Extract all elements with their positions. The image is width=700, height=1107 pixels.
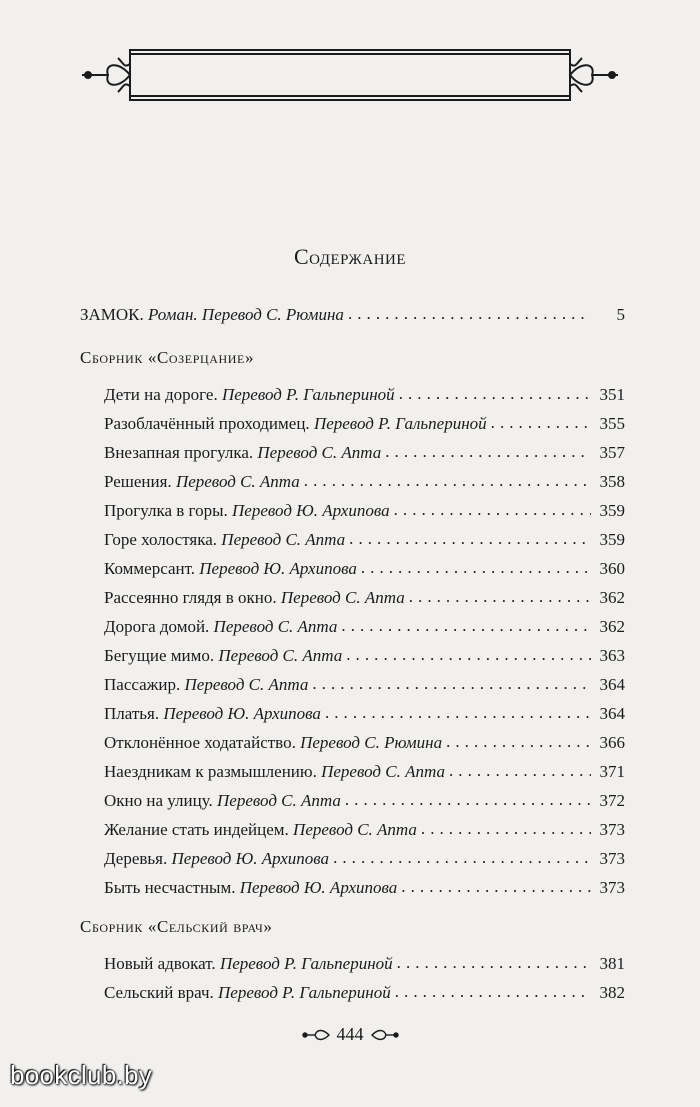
toc-entry bbox=[80, 525, 625, 554]
page-number: 359 bbox=[599, 501, 625, 520]
leader-dots bbox=[399, 379, 591, 408]
entry-translator: Перевод Р. Гальпериной bbox=[221, 385, 395, 404]
entry-translator: Перевод С. Рюмина bbox=[300, 733, 443, 752]
page-number: 359 bbox=[599, 530, 625, 549]
entry-title: Деревья. bbox=[104, 849, 172, 868]
page-number: 382 bbox=[599, 983, 625, 1002]
entry-title: Быть несчастным. bbox=[104, 878, 240, 897]
entry-translator: Перевод Ю. Архипова bbox=[239, 878, 398, 897]
entry-translator: Перевод С. Апта bbox=[217, 791, 341, 810]
entry-title: Дети на дороге. bbox=[104, 385, 222, 404]
leader-dots bbox=[341, 611, 591, 640]
page-number: 5 bbox=[616, 305, 625, 324]
entry-translator: Перевод Ю. Архипова bbox=[199, 559, 357, 578]
entry-title: Желание стать индейцем. bbox=[104, 820, 294, 839]
right-flourish-icon bbox=[370, 1027, 400, 1043]
leader-dots bbox=[349, 524, 591, 553]
leader-dots bbox=[409, 582, 591, 611]
leader-dots bbox=[346, 640, 591, 669]
entry-translator: Перевод Ю. Архипова bbox=[163, 704, 321, 723]
toc-entry bbox=[80, 815, 625, 844]
leader-dots bbox=[348, 299, 591, 328]
toc-entry bbox=[80, 438, 625, 467]
leader-dots bbox=[397, 948, 591, 977]
toc-entry bbox=[80, 949, 625, 978]
toc-entry bbox=[80, 978, 625, 1007]
page-number: 362 bbox=[599, 588, 625, 607]
leader-dots bbox=[491, 408, 591, 437]
toc-entry bbox=[80, 728, 625, 757]
leader-dots bbox=[333, 843, 591, 872]
page-number: 366 bbox=[599, 733, 625, 752]
entry-title: Коммерсант. bbox=[104, 559, 200, 578]
leader-dots bbox=[385, 437, 591, 466]
toc-entry bbox=[80, 699, 625, 728]
table-of-contents bbox=[80, 300, 625, 1007]
page-number: 351 bbox=[599, 385, 625, 404]
page-number: 372 bbox=[599, 791, 625, 810]
toc-entry bbox=[80, 496, 625, 525]
header-ornament bbox=[78, 44, 622, 106]
leader-dots bbox=[401, 872, 591, 901]
toc-entry bbox=[80, 554, 625, 583]
left-flourish-icon bbox=[301, 1027, 331, 1043]
entry-title: Платья. bbox=[104, 704, 164, 723]
toc-entry bbox=[80, 583, 625, 612]
entry-translator: Перевод С. Апта bbox=[175, 472, 300, 491]
leader-dots bbox=[361, 553, 591, 582]
entry-translator: Перевод Р. Гальпериной bbox=[218, 983, 391, 1002]
toc-entry bbox=[80, 844, 625, 873]
leader-dots bbox=[325, 698, 591, 727]
entry-title: Сельский врач. bbox=[104, 983, 219, 1002]
toc-entry bbox=[80, 467, 625, 496]
toc-entry bbox=[80, 380, 625, 409]
entry-title: Прогулка в горы. bbox=[104, 501, 233, 520]
leader-dots bbox=[395, 977, 591, 1006]
entry-title: Новый адвокат. bbox=[104, 954, 220, 973]
page-number: 360 bbox=[599, 559, 625, 578]
entry-title: Горе холостяка. bbox=[104, 530, 222, 549]
entry-translator: Перевод Р. Гальпериной bbox=[219, 954, 393, 973]
section-heading: Сборник «Сельский врач» bbox=[80, 917, 273, 936]
entry-translator: Перевод С. Апта bbox=[257, 443, 382, 462]
site-watermark: bookclub.by bbox=[10, 1060, 153, 1090]
entry-title: Решения. bbox=[104, 472, 176, 491]
toc-entry bbox=[80, 670, 625, 699]
toc-entry bbox=[80, 873, 625, 902]
toc-entry-zamok: ЗАМОК. Роман. Перевод С. Рюмина . . . 5 bbox=[80, 300, 625, 329]
entry-title: Окно на улицу. bbox=[104, 791, 218, 810]
toc-entry bbox=[80, 409, 625, 438]
entry-title: Пассажир. bbox=[104, 675, 185, 694]
page-number: 373 bbox=[599, 878, 625, 897]
entry-title: Разоблачённый проходимец. bbox=[104, 414, 314, 433]
page-number: 371 bbox=[599, 762, 625, 781]
entry-translator: Перевод С. Апта bbox=[321, 762, 445, 781]
page-number: 381 bbox=[599, 954, 625, 973]
leader-dots bbox=[421, 814, 591, 843]
entry-title: Отклонённое ходатайство. bbox=[104, 733, 301, 752]
page-title: Содержание bbox=[293, 244, 407, 269]
entry-title: Внезапная прогулка. bbox=[104, 443, 258, 462]
entry-translator: Перевод С. Апта bbox=[213, 617, 338, 636]
leader-dots bbox=[312, 669, 591, 698]
section-heading: Сборник «Созерцание» bbox=[80, 348, 255, 367]
leader-dots bbox=[394, 495, 591, 524]
page-number: 363 bbox=[599, 646, 625, 665]
toc-entry bbox=[80, 641, 625, 670]
entry-translator: Перевод Ю. Архипова bbox=[171, 849, 330, 868]
page-number-folio: 444 bbox=[336, 1024, 364, 1044]
entry-translator: Перевод Ю. Архипова bbox=[232, 501, 390, 520]
page-number: 358 bbox=[599, 472, 625, 491]
page-number: 362 bbox=[599, 617, 625, 636]
leader-dots bbox=[449, 756, 591, 785]
entry-translator: Перевод С. Апта bbox=[221, 530, 346, 549]
page-number: 355 bbox=[599, 414, 625, 433]
entry-title: Дорога домой. bbox=[104, 617, 214, 636]
entry-title: Рассеянно глядя в окно. bbox=[104, 588, 281, 607]
page-number: 357 bbox=[599, 443, 625, 462]
entry-title: Бегущие мимо. bbox=[104, 646, 219, 665]
entry-translator: Перевод С. Апта bbox=[218, 646, 343, 665]
toc-entry bbox=[80, 757, 625, 786]
leader-dots bbox=[446, 727, 591, 756]
entry-translator: Перевод С. Апта bbox=[280, 588, 405, 607]
entry-translator: Перевод С. Апта bbox=[293, 820, 417, 839]
toc-entry bbox=[80, 612, 625, 641]
entry-translator: Перевод С. Апта bbox=[184, 675, 309, 694]
leader-dots bbox=[304, 466, 591, 495]
page-number: 364 bbox=[599, 675, 625, 694]
page-number: 373 bbox=[599, 849, 625, 868]
page-folio bbox=[0, 1024, 700, 1045]
toc-entry bbox=[80, 786, 625, 815]
page-number: 364 bbox=[599, 704, 625, 723]
entry-translator: Перевод Р. Гальпериной bbox=[313, 414, 487, 433]
leader-dots bbox=[345, 785, 591, 814]
page-number: 373 bbox=[599, 820, 625, 839]
entry-title: Наездникам к размышлению. bbox=[104, 762, 322, 781]
